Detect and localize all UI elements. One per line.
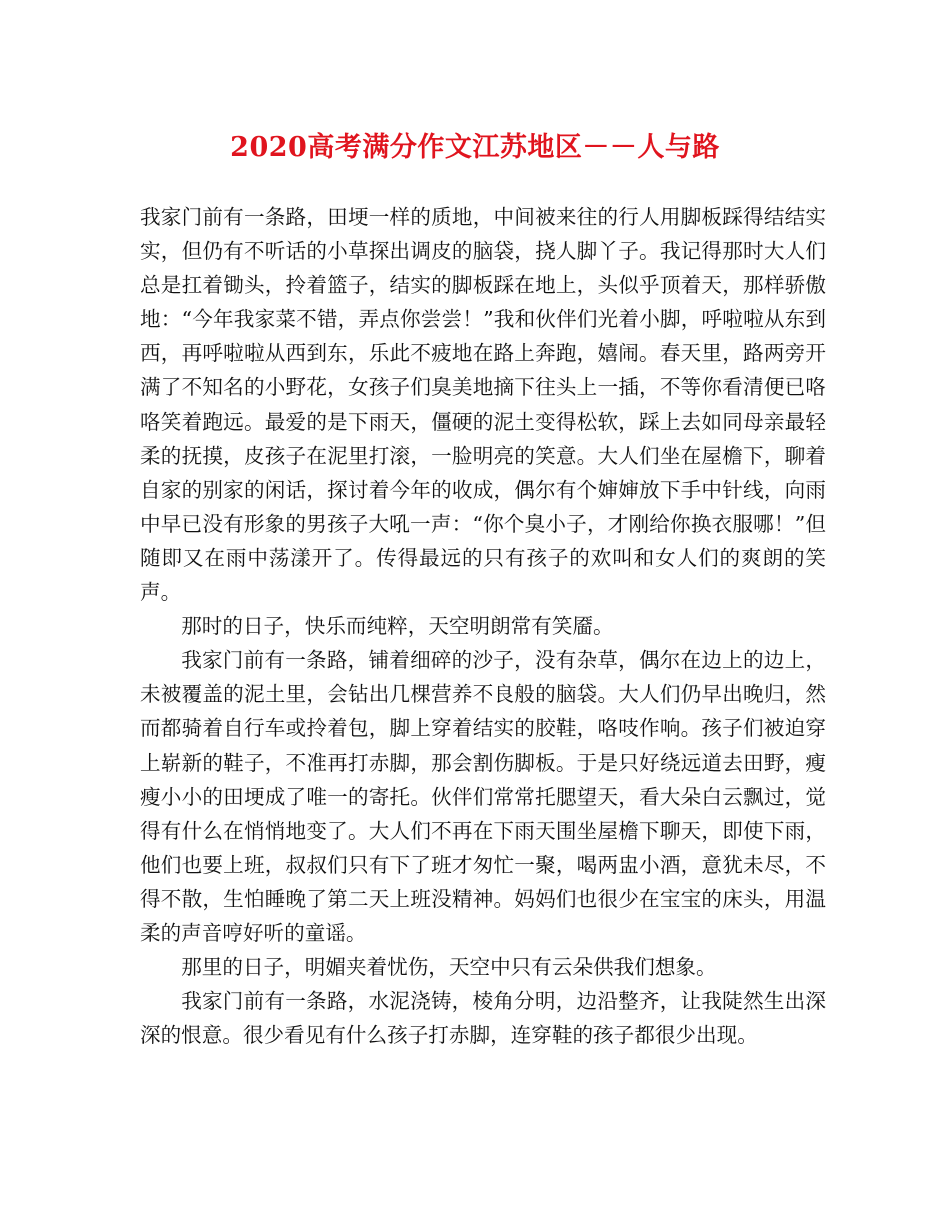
document-title: 2020高考满分作文江苏地区－－人与路 <box>230 132 720 163</box>
document-body <box>140 200 826 1052</box>
paragraph-5: 我家门前有一条路，水泥浇铸，棱角分明，边沿整齐，让我陡然生出深深的恨意。很少看见有什么孩子打赤脚，连穿鞋的孩子都很少出现。 <box>140 989 826 1048</box>
paragraph-1: 我家门前有一条路，田埂一样的质地，中间被来往的行人用脚板踩得结结实实，但仍有不听话的小草探出调皮的脑袋，挠人脚丫子。我记得那时大人们总是扛着锄头，拎着篮子，结实的脚板踩在地上，头似乎顶着天，那样骄傲地：“今年我家菜不错，弄点你尝尝！”我和伙伴们光着小脚，呼啦啦从东到西，再呼啦啦从西到东，乐此不疲地在路上奔跑，嬉闹。春天里，路两旁开满了不知名的小野花，女孩子们臭美地摘下往头上一插，不等你看清便已咯咯笑着跑远。最爱的是下雨天，僵硬的泥土变得松软，踩上去如同母亲最轻柔的抚摸，皮孩子在泥里打滚，一脸明亮的笑意。大人们坐在屋檐下，聊着自家的别家的闲话，探讨着今年的收成，偶尔有个婶婶放下手中针线，向雨中早已没有形象的男孩子大吼一声：“你个臭小子，才刚给你换衣服哪！”但随即又在雨中荡漾开了。传得最远的只有孩子的欢叫和女人们的爽朗的笑声。 <box>140 205 826 605</box>
paragraph-2: 那时的日子，快乐而纯粹，天空明朗常有笑靥。 <box>181 614 614 639</box>
paragraph-3: 我家门前有一条路，铺着细碎的沙子，没有杂草，偶尔在边上的边上，未被覆盖的泥土里，会钻出几棵营养不良般的脑袋。大人们仍早出晚归，然而都骑着自行车或拎着包，脚上穿着结实的胶鞋，咯吱作响。孩子们被迫穿上崭新的鞋子，不准再打赤脚，那会割伤脚板。于是只好绕远道去田野，瘦瘦小小的田埂成了唯一的寄托。伙伴们常常托腮望天，看大朵白云飘过，觉得有什么在悄悄地变了。大人们不再在下雨天围坐屋檐下聊天，即使下雨，他们也要上班，叔叔们只有下了班才匆忙一聚，喝两盅小酒，意犹未尽，不得不散，生怕睡晚了第二天上班没精神。妈妈们也很少在宝宝的床头，用温柔的声音哼好听的童谣。 <box>140 648 826 945</box>
paragraph-4: 那里的日子，明媚夹着忧伤，天空中只有云朵供我们想象。 <box>181 955 717 980</box>
